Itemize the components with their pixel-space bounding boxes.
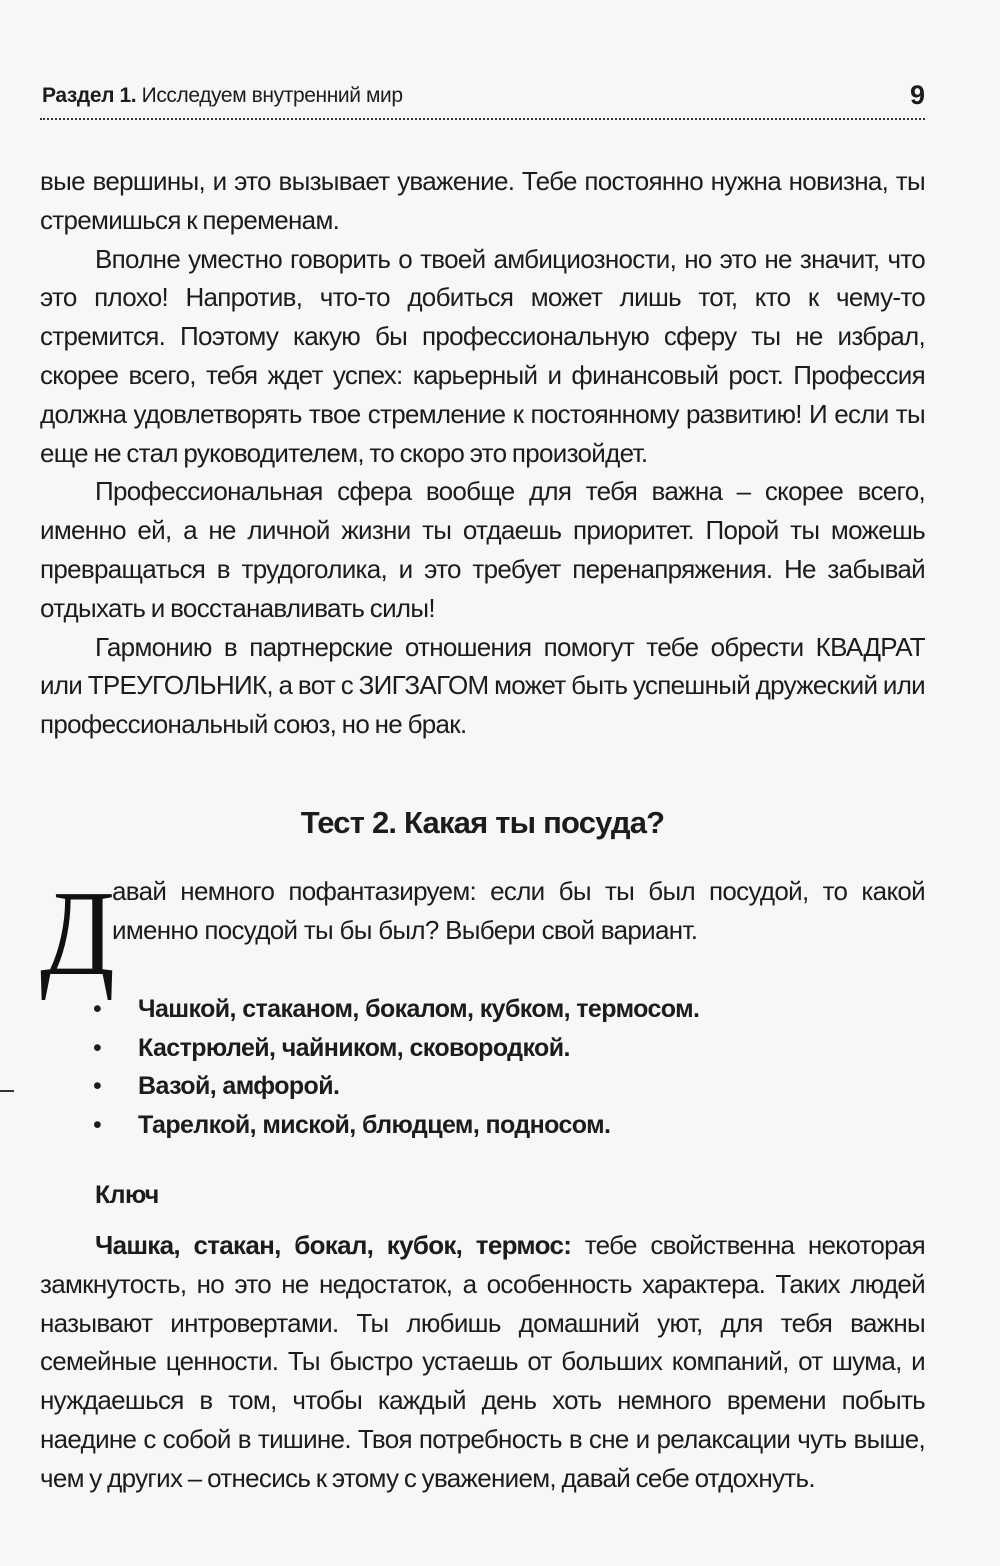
body-text	[40, 162, 925, 744]
key-term: Чашка, стакан, бокал, кубок, термос:	[95, 1230, 572, 1260]
test-intro	[40, 866, 925, 1001]
margin-mark	[0, 1090, 14, 1092]
answer-option	[40, 990, 925, 1029]
paragraph-1: вые вершины, и это вызывает уважение. Тебе постоянно нужна новизна, ты стремишься к переменам.	[40, 166, 925, 235]
key-heading: Ключ	[95, 1181, 159, 1209]
test-intro-text: авай немного пофантазируем: если бы ты был посудой, то какой именно посудой ты бы был? Выбери свой вариант.	[112, 876, 925, 945]
paragraph-4: Гармонию в партнерские отношения помогут тебе обрести КВАДРАТ или ТРЕУГОЛЬНИК, а вот с ЗИГЗАГОМ может быть успешный дружеский или профессиональный союз, но не брак.	[40, 631, 925, 740]
answer-option-text: Тарелкой, миской, блюдцем, подносом.	[138, 1110, 611, 1139]
section-label: Раздел 1.	[42, 84, 137, 107]
drop-cap: Д	[40, 866, 115, 1001]
section-title: Исследуем внутренний мир	[136, 84, 403, 107]
answer-option-text: Чашкой, стаканом, бокалом, кубком, термосом.	[138, 995, 700, 1023]
bullet-icon: •	[93, 1072, 102, 1100]
answer-option	[40, 1029, 925, 1068]
bullet-icon: •	[93, 1033, 102, 1062]
answer-option-text: Вазой, амфорой.	[138, 1072, 340, 1100]
answer-option-text: Кастрюлей, чайником, сковородкой.	[138, 1033, 570, 1062]
page-number: 9	[909, 80, 925, 110]
answer-option	[40, 1067, 925, 1106]
running-header	[40, 82, 925, 120]
paragraph-2: Вполне уместно говорить о твоей амбициозности, но это не значит, что это плохо! Напротив, что-то добиться может лишь тот, кто к чему-то стремится. Поэтому какую бы профессиональную сферу ты не избрал, скорее всего, тебя ждет успех: карьерный и финансовый рост. Профессия должна удовлетворять твое стремление к постоянному развитию! И если ты еще не стал руководителем, то скоро это произойдет.	[40, 243, 925, 468]
key-paragraph	[40, 1226, 925, 1498]
paragraph-3: Профессиональная сфера вообще для тебя важна – скорее всего, именно ей, а не личной жизни ты отдаешь приоритет. Порой ты можешь превращаться в трудоголика, и это требует перенапряжения. Не забывай отдыхать и восстанавливать силы!	[40, 476, 925, 623]
bullet-icon: •	[93, 995, 102, 1023]
section-heading	[42, 84, 403, 108]
test-title: Тест 2. Какая ты посуда?	[300, 805, 665, 840]
answer-option	[40, 1106, 925, 1145]
key-description: тебе свойственна некоторая замкнутость, но это не недостаток, а особенность характера. Таких людей называют интровертами. Ты любишь домашний уют, для тебя важны семейные ценности. Ты быстро устаешь от больших компаний, от шума, и нуждаешься в том, чтобы каждый день хоть немного времени побыть наедине с собой в тишине. Твоя потребность в сне и релаксации чуть выше, чем у других – отнесись к этому с уважением, давай себе отдохнуть.	[40, 1230, 925, 1493]
bullet-icon: •	[93, 1110, 102, 1139]
answer-options-list	[40, 990, 925, 1144]
